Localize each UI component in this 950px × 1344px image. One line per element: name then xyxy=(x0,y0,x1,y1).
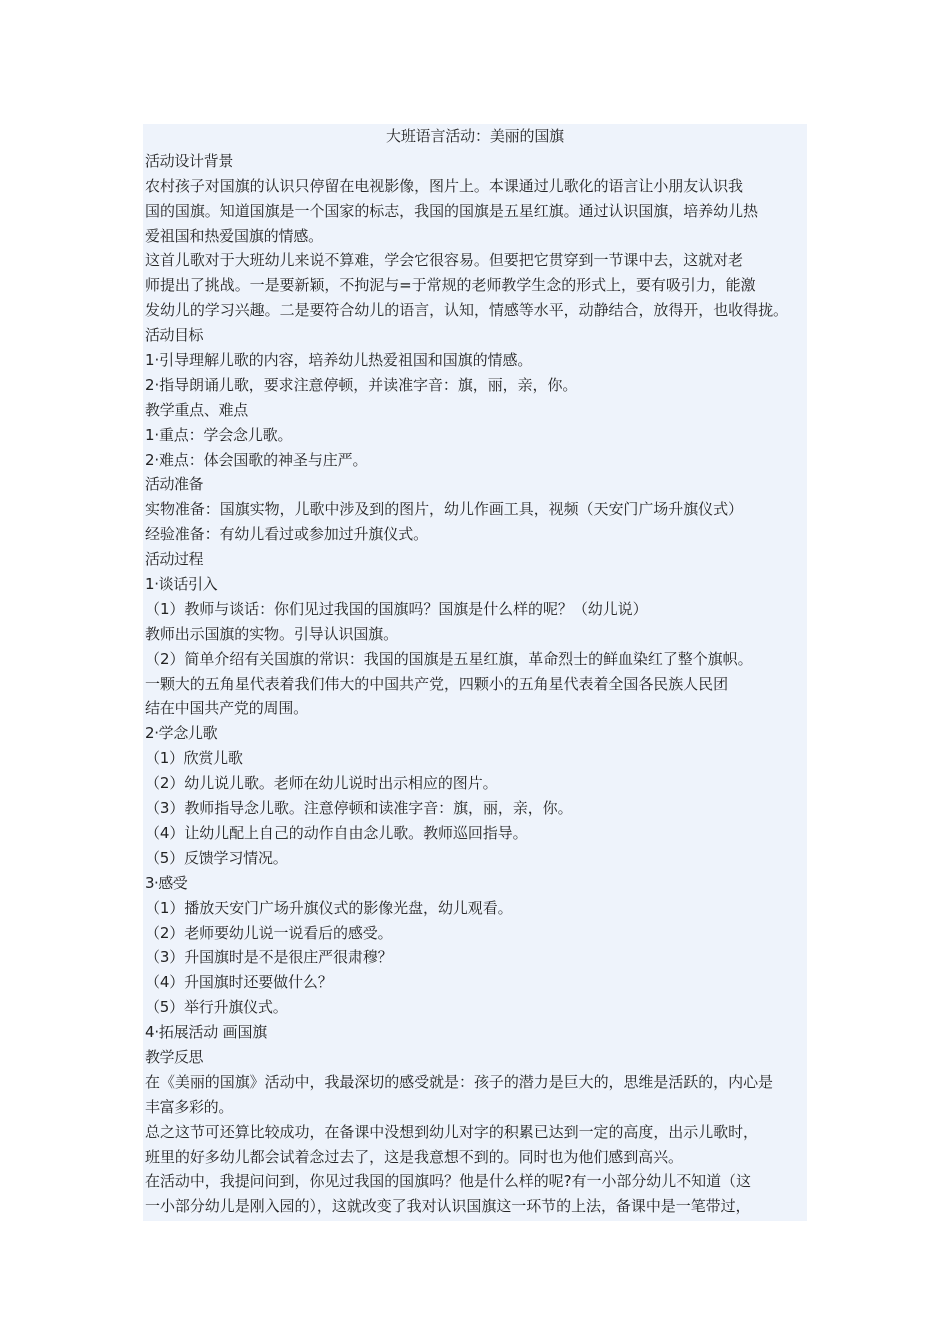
section-heading: 活动目标 xyxy=(145,326,204,345)
text-line: （2）幼儿说儿歌。老师在幼儿说时出示相应的图片。 xyxy=(145,774,498,793)
section-heading: 教学反思 xyxy=(145,1047,204,1066)
text-line: 2·指导朗诵儿歌，要求注意停顿，并读准字音：旗，丽，亲，你。 xyxy=(145,375,578,394)
text-line: 1·谈话引入 xyxy=(145,575,218,594)
text-line: 班里的好多幼儿都会试着念过去了，这是我意想不到的。同时也为他们感到高兴。 xyxy=(145,1147,683,1166)
text-line: 结在中国共产党的周围。 xyxy=(145,699,308,718)
text-line: （5）反馈学习情况。 xyxy=(145,848,288,867)
document-body xyxy=(143,124,807,1221)
text-line: 在活动中，我提问问到，你见过我国的国旗吗？他是什么样的呢?有一小部分幼儿不知道（这 xyxy=(145,1172,751,1191)
text-line: 丰富多彩的。 xyxy=(145,1097,234,1116)
text-line: 3·感受 xyxy=(145,873,188,892)
text-line: （3）升国旗时是不是很庄严很肃穆？ xyxy=(145,948,393,967)
text-line: （3）教师指导念儿歌。注意停顿和读准字音：旗，丽，亲，你。 xyxy=(145,799,573,818)
text-line: （2）简单介绍有关国旗的常识：我国的国旗是五星红旗，革命烈士的鲜血染红了整个旗帜。 xyxy=(145,649,753,668)
text-line: （4）升国旗时还要做什么？ xyxy=(145,973,333,992)
text-line: 一小部分幼儿是刚入园的），这就改变了我对认识国旗这一环节的上法，备课中是一笔带过， xyxy=(145,1197,751,1216)
text-line: 实物准备：国旗实物，儿歌中涉及到的图片，幼儿作画工具，视频（天安门广场升旗仪式） xyxy=(145,500,744,519)
text-line: 2·难点：体会国歌的神圣与庄严。 xyxy=(145,450,368,469)
text-line: 发幼儿的学习兴趣。二是要符合幼儿的语言，认知，情感等水平，动静结合，放得开，也收得拢。 xyxy=(145,301,788,320)
text-line: 4·拓展活动 画国旗 xyxy=(145,1023,268,1042)
text-line: （1）播放天安门广场升旗仪式的影像光盘，幼儿观看。 xyxy=(145,898,513,917)
section-heading: 活动过程 xyxy=(145,550,204,569)
document-title: 大班语言活动：美丽的国旗 xyxy=(386,127,564,145)
text-line: 一颗大的五角星代表着我们伟大的中国共产党，四颗小的五角星代表着全国各民族人民团 xyxy=(145,674,729,693)
text-line: 1·引导理解儿歌的内容，培养幼儿热爱祖国和国旗的情感。 xyxy=(145,351,533,370)
section-heading: 活动设计背景 xyxy=(145,151,234,170)
text-line: （1）欣赏儿歌 xyxy=(145,749,243,768)
section-heading: 教学重点、难点 xyxy=(145,400,248,419)
text-line: （2）老师要幼儿说一说看后的感受。 xyxy=(145,923,393,942)
text-line: 教师出示国旗的实物。引导认识国旗。 xyxy=(145,624,398,643)
text-line: （5）举行升旗仪式。 xyxy=(145,998,288,1017)
text-line: （4）让幼儿配上自己的动作自由念儿歌。教师巡回指导。 xyxy=(145,823,528,842)
text-line: 总之这节可还算比较成功，在备课中没想到幼儿对字的积累已达到一定的高度，出示儿歌时， xyxy=(145,1122,758,1141)
text-line: 这首儿歌对于大班幼儿来说不算难，学会它很容易。但要把它贯穿到一节课中去，这就对老 xyxy=(145,251,744,270)
section-heading: 活动准备 xyxy=(145,475,204,494)
text-line: 经验准备：有幼儿看过或参加过升旗仪式。 xyxy=(145,525,429,544)
text-line: 国的国旗。知道国旗是一个国家的标志，我国的国旗是五星红旗。通过认识国旗，培养幼儿热 xyxy=(145,201,758,220)
text-line: 农村孩子对国旗的认识只停留在电视影像，图片上。本课通过儿歌化的语言让小朋友认识我 xyxy=(145,176,744,195)
text-line: 1·重点：学会念儿歌。 xyxy=(145,425,293,444)
text-line: 在《美丽的国旗》活动中，我最深切的感受就是：孩子的潜力是巨大的，思维是活跃的，内心是 xyxy=(145,1072,773,1091)
text-line: （1）教师与谈话：你们见过我国的国旗吗？国旗是什么样的呢？（幼儿说） xyxy=(145,599,648,618)
text-line: 爱祖国和热爱国旗的情感。 xyxy=(145,226,323,245)
text-line: 2·学念儿歌 xyxy=(145,724,218,743)
text-line: 师提出了挑战。一是要新颖，不拘泥与=于常规的老师教学生念的形式上，要有吸引力，能激 xyxy=(145,276,756,295)
